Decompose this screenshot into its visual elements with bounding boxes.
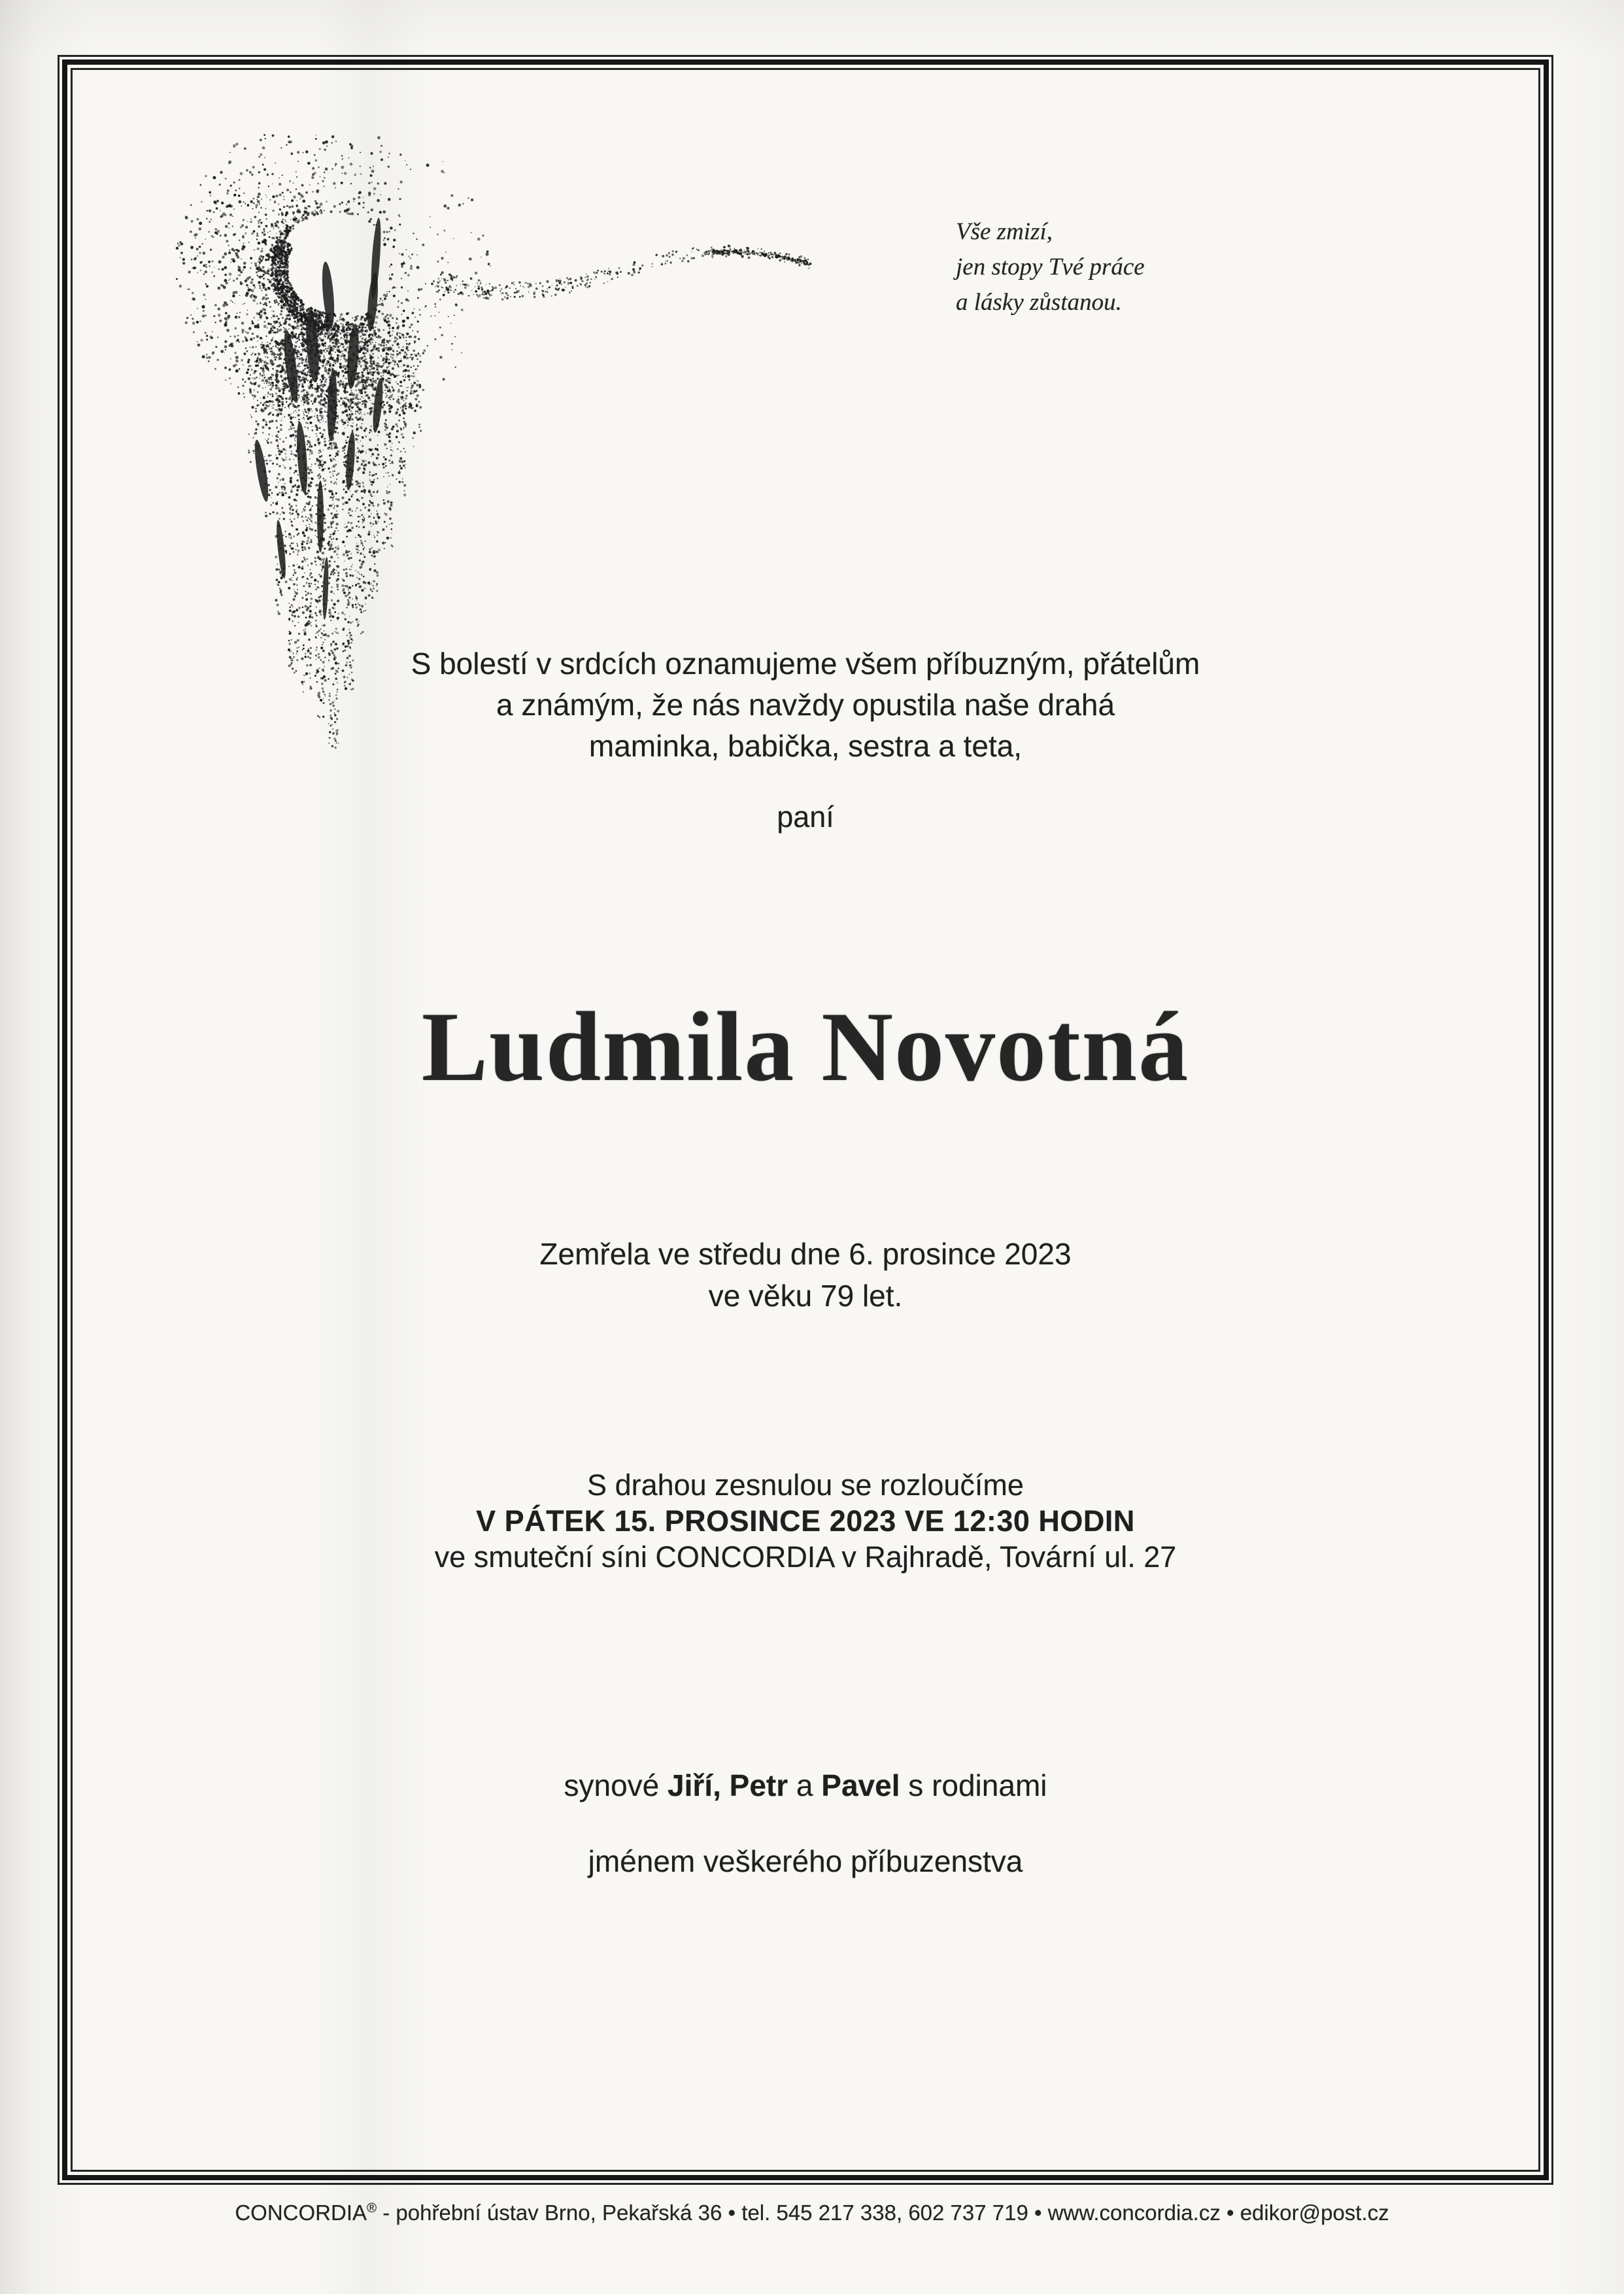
footer-contact: - pohřební ústav Brno, Pekařská 36 • tel. 545 217 338, 602 737 719 • www.concordia.cz • edikor@post.cz [377, 2201, 1389, 2225]
farewell-datetime-line: V PÁTEK 15. PROSINCE 2023 VE 12:30 HODIN [476, 1504, 1135, 1538]
salutation: paní [777, 800, 834, 834]
farewell-info [58, 1467, 1553, 1575]
epigraph [956, 214, 1145, 320]
announcement [58, 643, 1553, 767]
death-date-line: Zemřela ve středu dne 6. prosince 2023 [539, 1237, 1072, 1271]
announcement-line: S bolestí v srdcích oznamujeme všem příbuzným, přátelům [411, 647, 1200, 681]
mourners-line [58, 1768, 1553, 1803]
mourners-names-1: Jiří, Petr [668, 1768, 788, 1802]
epigraph-line: Vše zmizí, [956, 218, 1053, 245]
mourners-conjunction: a [788, 1768, 822, 1802]
death-info [58, 1233, 1553, 1317]
registered-trademark-icon: ® [367, 2201, 377, 2216]
announcement-line: maminka, babička, sestra a teta, [588, 729, 1023, 763]
death-age-line: ve věku 79 let. [708, 1279, 903, 1313]
deceased-name: Ludmila Novotná [421, 992, 1190, 1102]
farewell-intro-line: S drahou zesnulou se rozloučíme [587, 1468, 1024, 1502]
mourners-suffix: s rodinami [900, 1768, 1047, 1802]
relatives-line: jménem veškerého příbuzenstva [588, 1844, 1023, 1878]
mourners-names-2: Pavel [821, 1768, 900, 1802]
footer-brand: CONCORDIA [235, 2201, 367, 2225]
footer [0, 2201, 1624, 2225]
announcement-line: a známým, že nás navždy opustila naše drahá [496, 688, 1115, 722]
epigraph-line: a lásky zůstanou. [956, 289, 1122, 316]
farewell-venue-line: ve smuteční síni CONCORDIA v Rajhradě, Tovární ul. 27 [434, 1540, 1177, 1574]
mourners-prefix: synové [564, 1768, 668, 1802]
epigraph-line: jen stopy Tvé práce [956, 254, 1145, 280]
